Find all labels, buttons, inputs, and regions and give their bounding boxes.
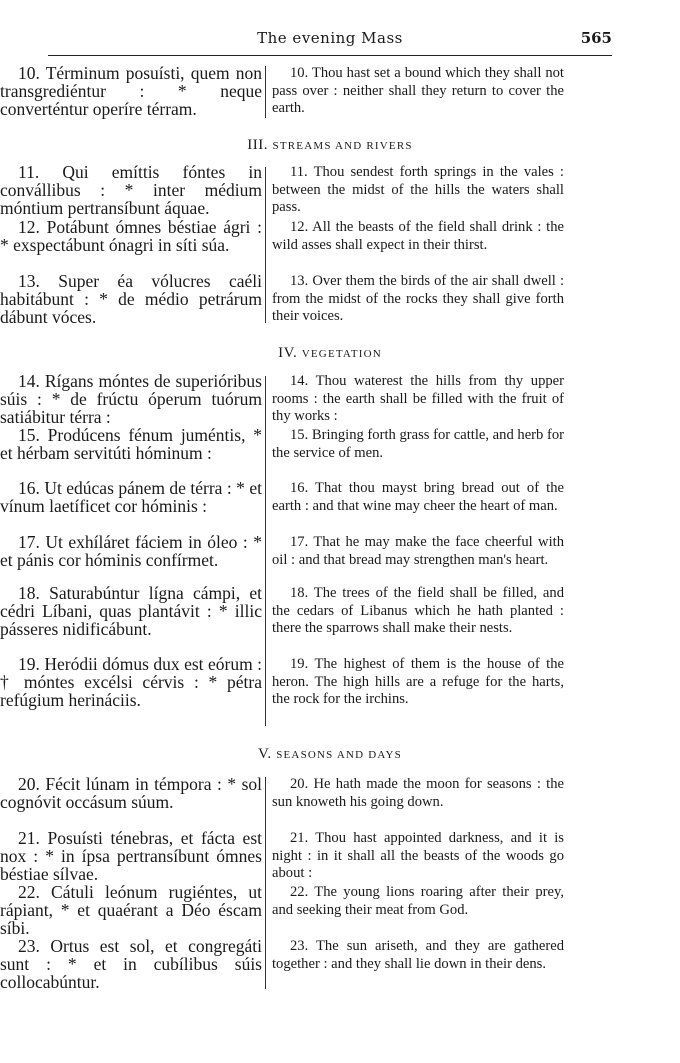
latin-verse: 15. Prodúcens fénum juméntis, * et hérbam servitúti hóminum : — [0, 425, 262, 463]
header-rule — [48, 55, 612, 56]
column-divider — [265, 66, 266, 118]
english-verse: 23. The sun ariseth, and they are gathered together : and they shall lie down in their dens. — [272, 938, 564, 972]
english-verse: 17. That he may make the face cheerful with oil : and that bread may strengthen man's heart. — [272, 534, 564, 568]
english-verse: 20. He hath made the moon for seasons : the sun knoweth his going down. — [272, 776, 564, 810]
latin-verse: 16. Ut edúcas pánem de térra : * et vínum laetíficet cor hóminis : — [0, 478, 262, 516]
english-verse: 12. All the beasts of the field shall drink : the wild asses shall expect in their thirst. — [272, 219, 564, 253]
english-verse: 11. Thou sendest forth springs in the vales : between the midst of the hills the waters shall pass. — [272, 164, 564, 216]
latin-verse: 11. Qui emíttis fóntes in convállibus : * inter médium móntium pertransíbunt áquae. — [0, 162, 262, 218]
english-verse: 22. The young lions roaring after their prey, and seeking their meat from God. — [272, 884, 564, 918]
column-divider — [265, 376, 266, 726]
latin-verse: 22. Cátuli leónum rugiéntes, ut rápiant, * et quaérant a Déo éscam síbi. — [0, 882, 262, 938]
latin-verse: 19. Heródii dómus dux est eórum : † móntes excélsi cérvis : * pétra refúgium herináciis. — [0, 654, 262, 710]
column-divider — [265, 777, 266, 989]
english-verse: 15. Bringing forth grass for cattle, and herb for the service of men. — [272, 427, 564, 461]
english-verse: 16. That thou mayst bring bread out of the earth : and that wine may cheer the heart of man. — [272, 480, 564, 514]
english-verse: 18. The trees of the field shall be filled, and the cedars of Libanus which he hath planted : there the sparrows shall make their nests. — [272, 585, 564, 637]
english-verse: 10. Thou hast set a bound which they shall not pass over : neither shall they return to cover the earth. — [272, 65, 564, 117]
column-divider — [265, 167, 266, 323]
english-verse: 19. The highest of them is the house of the heron. The high hills are a refuge for the harts, the rock for the irchins. — [272, 656, 564, 708]
latin-verse: 18. Saturabúntur lígna cámpi, et cédri Líbani, quas plantávit : * illic pásseres nidificábunt. — [0, 583, 262, 639]
section-heading: V. SEASONS AND DAYS — [258, 746, 402, 762]
latin-verse: 13. Super éa vólucres caéli habitábunt : * de médio petrárum dábunt vóces. — [0, 271, 262, 327]
latin-verse: 21. Posuísti ténebras, et fácta est nox : * in ípsa pertransíbunt ómnes béstiae sílvae. — [0, 828, 262, 884]
latin-verse: 23. Ortus est sol, et congregáti sunt : * et in cubílibus súis collocabúntur. — [0, 936, 262, 992]
english-verse: 21. Thou hast appointed darkness, and it is night : in it shall all the beasts of the woods go about : — [272, 830, 564, 882]
english-verse: 14. Thou waterest the hills from thy upper rooms : the earth shall be filled with the fruit of thy works : — [272, 373, 564, 425]
section-heading: III. STREAMS AND RIVERS — [247, 137, 413, 153]
latin-verse: 14. Rígans móntes de superióribus súis : * de frúctu óperum tuórum satiábitur térra : — [0, 371, 262, 427]
section-heading: IV. VEGETATION — [278, 345, 382, 361]
running-head — [48, 29, 612, 53]
latin-verse: 10. Términum posuísti, quem non transgrediéntur : * neque converténtur operíre térram. — [0, 63, 262, 119]
page-number: 565 — [580, 29, 612, 47]
latin-verse: 12. Potábunt ómnes béstiae ágri : * exspectábunt ónagri in síti súa. — [0, 217, 262, 255]
english-verse: 13. Over them the birds of the air shall dwell : from the midst of the rocks they shall give forth their voices. — [272, 273, 564, 325]
latin-verse: 20. Fécit lúnam in témpora : * sol cognóvit occásum súum. — [0, 774, 262, 812]
running-title: The evening Mass — [257, 29, 403, 47]
latin-verse: 17. Ut exhíláret fáciem in óleo : * et pánis cor hóminis confírmet. — [0, 532, 262, 570]
